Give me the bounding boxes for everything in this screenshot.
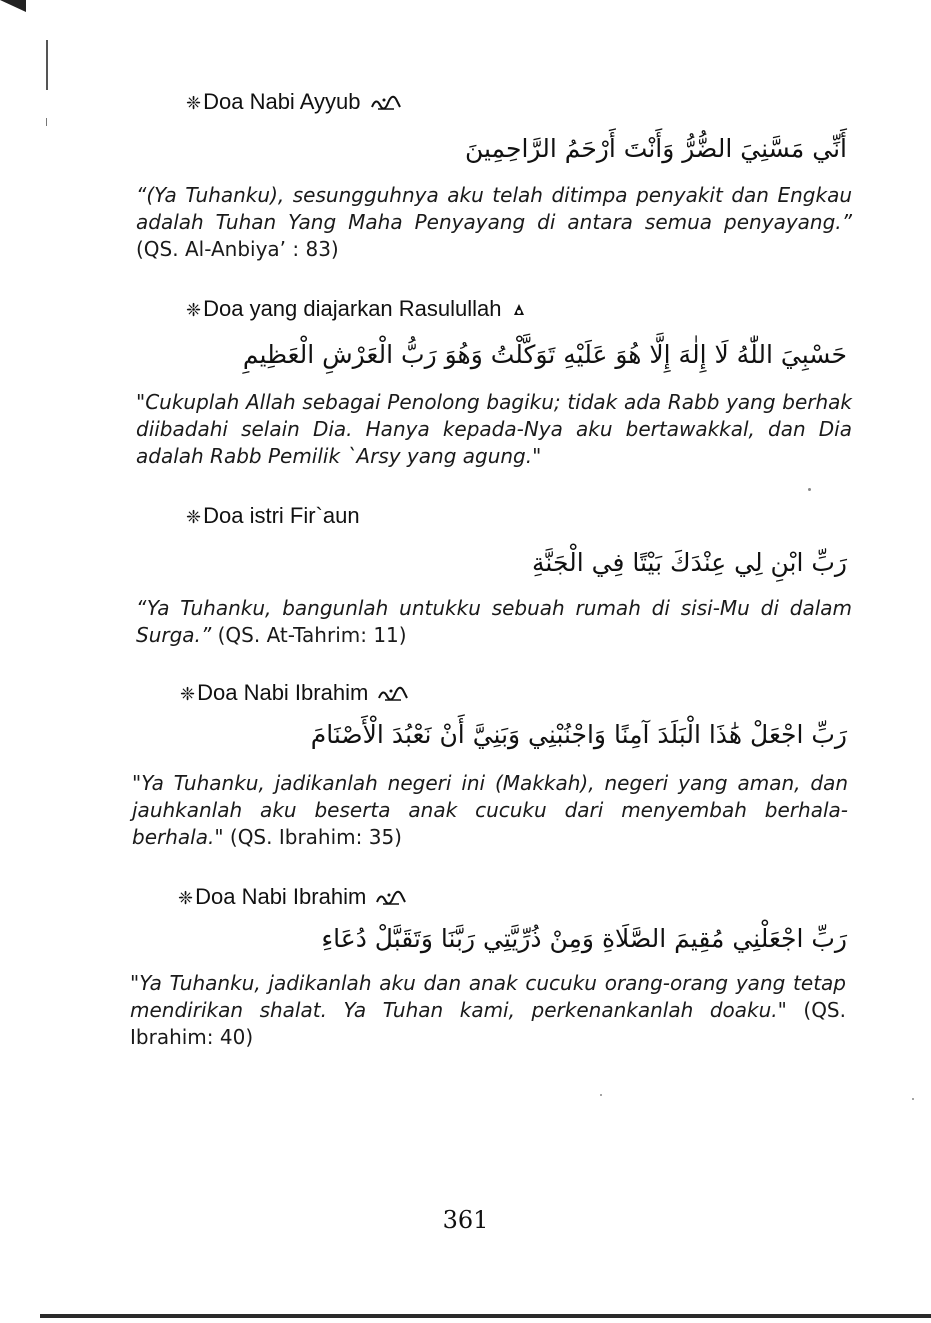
- margin-line: [46, 40, 48, 90]
- translation-block: [136, 595, 852, 649]
- section-heading-istri-firaun: [186, 503, 360, 529]
- heading-text: Doa istri Fir`aun: [203, 503, 360, 528]
- translation-text: “(Ya Tuhanku), sesungguhnya aku telah ditimpa penyakit dan Engkau adalah Tuhan Yang Maha Penyayang di antara semua penyayang.”: [136, 183, 852, 234]
- alaihissalam-seal-icon: [377, 686, 409, 702]
- saw-seal-icon: [511, 302, 527, 318]
- arabic-prayer: أَنِّي مَسَّنِيَ الضُّرُّ وَأَنْتَ أَرْحَمُ الرَّاحِمِينَ: [464, 134, 847, 163]
- quran-reference: (QS. At-Tahrim: 11): [217, 623, 407, 647]
- quran-reference: (QS. Ibrahim: 40): [130, 998, 846, 1049]
- section-heading-rasulullah: [186, 296, 527, 322]
- alaihissalam-seal-icon: [370, 95, 402, 111]
- corner-mark: [0, 0, 26, 12]
- flower-ornament-icon: ❈: [186, 93, 202, 113]
- translation-text: "Ya Tuhanku, jadikanlah aku dan anak cucuku orang-orang yang tetap mendirikan shalat. Ya Tuhan kami, perkenankanlah doaku.": [130, 971, 846, 1022]
- translation-block: [136, 389, 852, 470]
- flower-ornament-icon: ❈: [180, 684, 196, 704]
- bottom-rule: [40, 1314, 931, 1318]
- quran-reference: (QS. Ibrahim: 35): [229, 825, 402, 849]
- section-heading-ibrahim-2: [178, 884, 407, 910]
- translation-block: [130, 970, 846, 1051]
- arabic-prayer: رَبِّ اجْعَلْ هَٰذَا الْبَلَدَ آمِنًا وَاجْنُبْنِي وَبَنِيَّ أَنْ نَعْبُدَ الْأَصْنَامَ: [310, 720, 847, 749]
- arabic-prayer: رَبِّ ابْنِ لِي عِنْدَكَ بَيْتًا فِي الْجَنَّةِ: [532, 548, 847, 577]
- section-heading-ayyub: [186, 89, 402, 115]
- translation-block: [136, 182, 852, 263]
- flower-ornament-icon: ❈: [178, 888, 194, 908]
- heading-text: Doa Nabi Ibrahim: [197, 680, 369, 705]
- quran-reference: (QS. Al-Anbiya’ : 83): [136, 237, 339, 261]
- margin-tick: [46, 118, 47, 126]
- translation-text: “Ya Tuhanku, bangunlah untukku sebuah rumah di sisi-Mu di dalam Surga.”: [136, 596, 852, 647]
- translation-text: "Ya Tuhanku, jadikanlah negeri ini (Makkah), negeri yang aman, dan jauhkanlah aku beserta anak cucuku dari menyembah berhala-berhala.": [132, 771, 848, 849]
- alaihissalam-seal-icon: [375, 890, 407, 906]
- translation-text: "Cukuplah Allah sebagai Penolong bagiku; tidak ada Rabb yang berhak diibadahi selain Dia. Hanya kepada-Nya aku bertawakkal, dan Dia adalah Rabb Pemilik `Arsy yang agung.": [136, 390, 852, 468]
- flower-ornament-icon: ❈: [186, 507, 202, 527]
- page-number: 361: [442, 1206, 489, 1234]
- heading-text: Doa yang diajarkan Rasulullah: [203, 296, 502, 321]
- arabic-prayer: رَبِّ اجْعَلْنِي مُقِيمَ الصَّلَاةِ وَمِنْ ذُرِّيَّتِي رَبَّنَا وَتَقَبَّلْ دُعَاءِ: [321, 924, 847, 953]
- translation-block: [132, 770, 848, 851]
- scan-speck: [912, 1098, 914, 1100]
- scan-speck: [600, 1094, 602, 1096]
- section-heading-ibrahim-1: [180, 680, 409, 706]
- heading-text: Doa Nabi Ayyub: [203, 89, 361, 114]
- arabic-prayer: حَسْبِيَ اللّٰهُ لَا إِلٰهَ إِلَّا هُوَ عَلَيْهِ تَوَكَّلْتُ وَهُوَ رَبُّ الْعَرْشِ الْعَظِيمِ: [242, 340, 847, 369]
- heading-text: Doa Nabi Ibrahim: [195, 884, 367, 909]
- scan-speck: [808, 488, 811, 491]
- flower-ornament-icon: ❈: [186, 300, 202, 320]
